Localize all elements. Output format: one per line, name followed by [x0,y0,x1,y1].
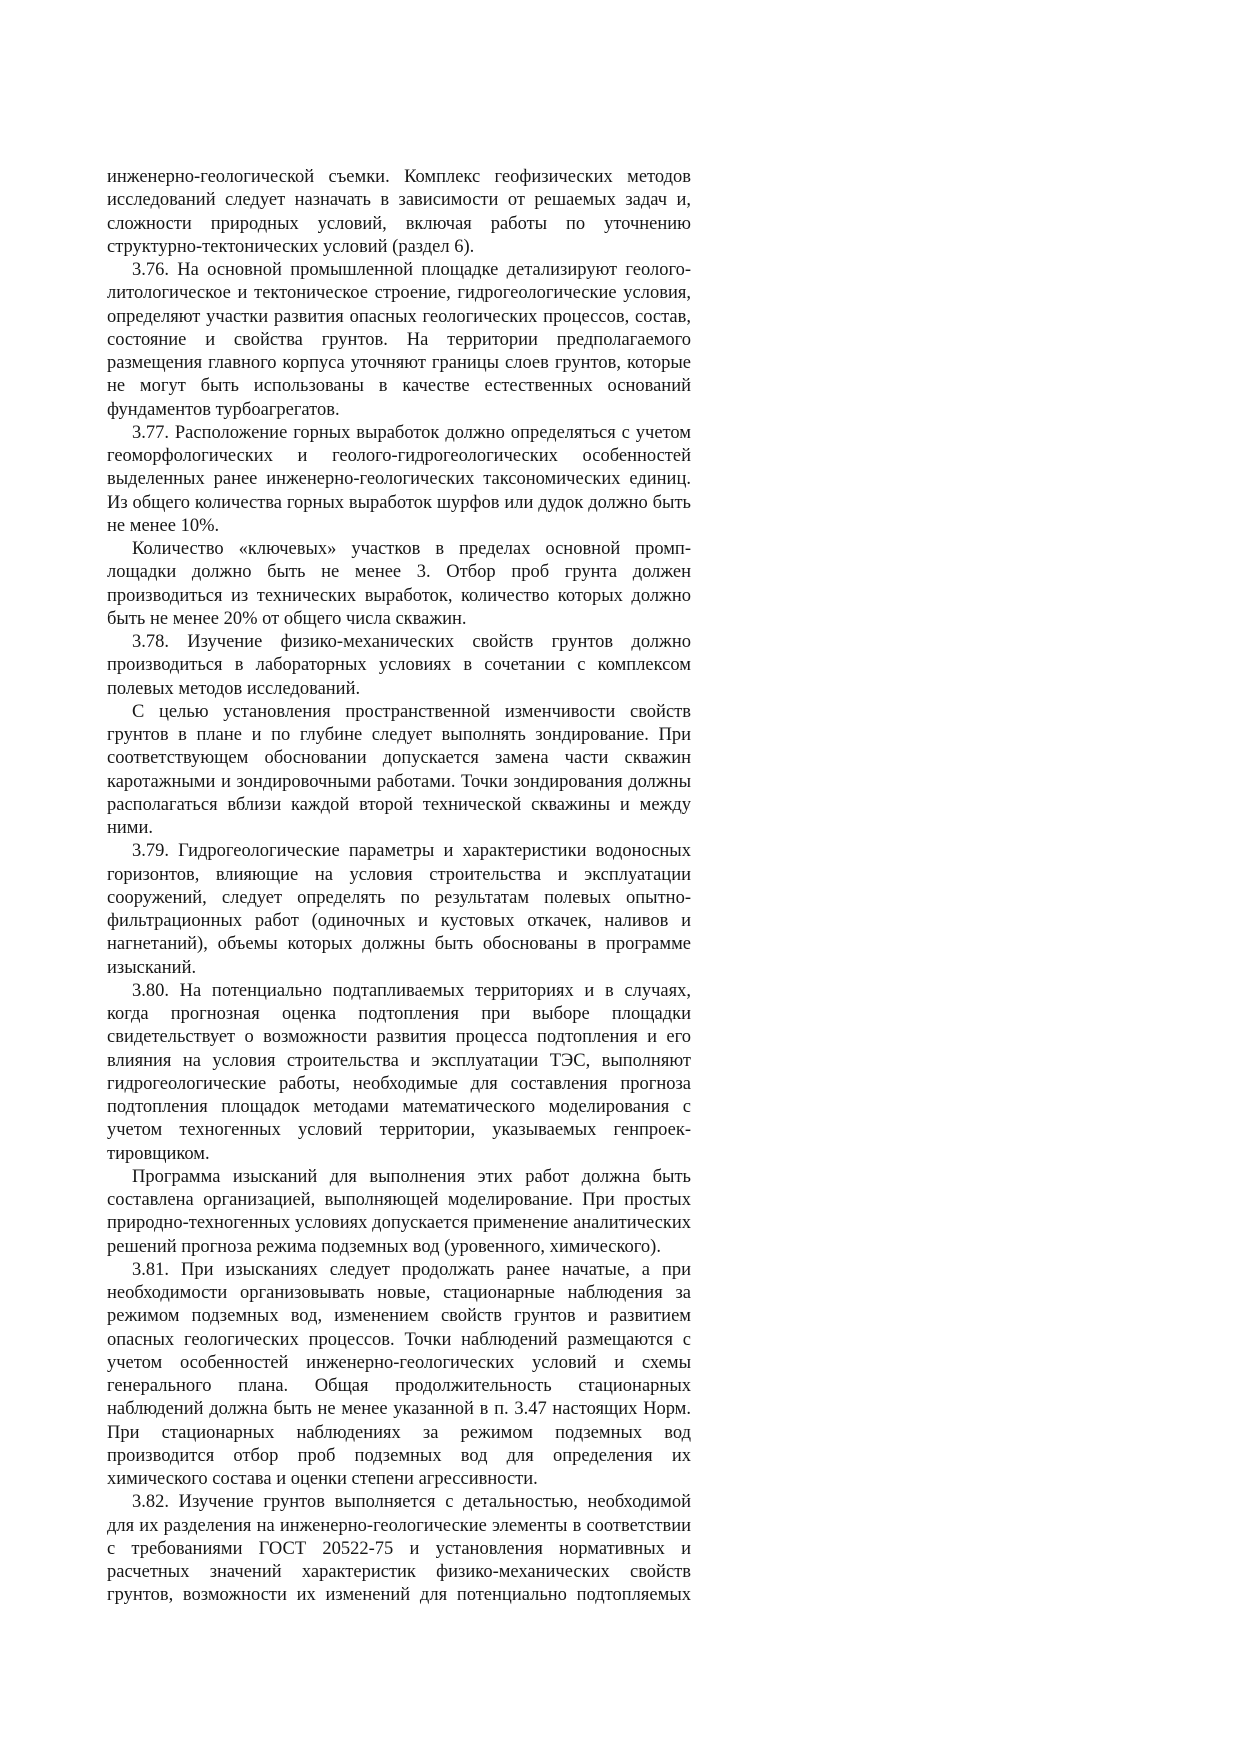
text-line: лощадки должно быть не менее 3. Отбор проб грунта должен [107,562,691,583]
text-line: химического состава и оценки степени агрессивности. [107,1469,538,1489]
text-line: влияния на условия строительства и эксплуатации ТЭС, выполняют [107,1050,691,1071]
text-line: свидетельствует о возможности развития процесса подтопления и его [107,1027,691,1048]
text-line: грунтов, возможности их изменений для потенциально подтопляемых [107,1585,691,1606]
paragraph [107,1491,691,1607]
text-line: нагнетаний), объемы которых должны быть обоснованы в программе [107,934,691,955]
text-line: наблюдений должна быть не менее указанной в п. 3.47 настоящих Норм. [107,1399,691,1420]
text-line: не менее 10%. [107,515,220,536]
text-line: производится отбор проб подземных вод для определения их [107,1445,691,1466]
text-line: размещения главного корпуса уточняют границы слоев грунтов, которые [107,353,691,373]
text-line: При стационарных наблюдениях за режимом подземных вод [107,1422,691,1443]
text-line: геоморфологических и геолого-гидрогеологических особенностей [107,446,691,466]
paragraph [107,422,691,538]
paragraph [107,631,691,701]
text-line: состояние и свойства грунтов. На территории предполагаемого [107,329,691,350]
text-line: сложности природных условий, включая работы по уточнению [107,213,691,234]
text-line: 3.76. На основной промышленной площадке детализируют геолого- [132,260,691,280]
text-line: полевых методов исследований. [107,678,361,699]
text-line: ними. [107,818,154,838]
text-line: исследований следует назначать в зависимости от решаемых задач и, [107,190,691,211]
text-line: горизонтов, влияющие на условия строительства и эксплуатации [107,864,691,885]
text-line: когда прогнозная оценка подтопления при выборе площадки [107,1004,691,1024]
paragraph [107,166,691,259]
text-line: решений прогноза режима подземных вод (уровенного, химического). [107,1236,661,1257]
text-line: расчетных значений характеристик физико-механических свойств [107,1562,691,1582]
text-line: определяют участки развития опасных геологических процессов, состав, [107,306,691,327]
text-line: грунтов в плане и по глубине следует выполнять зондирование. При [107,725,691,745]
text-line: 3.79. Гидрогеологические параметры и характеристики водоносных [132,841,691,862]
text-line: учетом особенностей инженерно-геологических условий и схемы [107,1352,691,1373]
text-line: производиться из технических выработок, количество которых должно [107,585,691,606]
text-line: 3.77. Расположение горных выработок должно определяться с учетом [132,422,691,443]
text-line: природно-техногенных условиях допускается применение аналитических [107,1213,691,1234]
text-line: опасных геологических процессов. Точки наблюдений размещаются с [107,1329,691,1350]
document-text [107,166,691,1608]
text-line: тировщиком. [107,1143,210,1164]
paragraph [107,259,691,422]
text-line: инженерно-геологической съемки. Комплекс геофизических методов [107,167,691,187]
text-line: располагаться вблизи каждой второй технической скважины и между [107,794,691,815]
text-line: Из общего количества горных выработок шурфов или дудок должно быть [107,492,691,513]
text-line: фильтрационных работ (одиночных и кустовых откачек, наливов и [107,911,691,931]
text-line: режимом подземных вод, изменением свойств грунтов и развитием [107,1306,691,1327]
text-line: 3.80. На потенциально подтапливаемых территориях и в случаях, [132,980,691,1001]
text-line: учетом техногенных условий территории, указываемых генпроек- [107,1120,691,1141]
text-line: соответствующем обосновании допускается замена части скважин [107,748,691,769]
paragraph [107,701,691,841]
text-line: генерального плана. Общая продолжительность стационарных [107,1376,691,1396]
paragraph [107,980,691,1166]
text-line: с требованиями ГОСТ 20522-75 и установления нормативных и [107,1538,691,1559]
text-line: подтопления площадок методами математического моделирования с [107,1097,691,1117]
text-line: Количество «ключевых» участков в пределах основной промп- [132,539,691,559]
text-line: С целью установления пространственной изменчивости свойств [132,701,691,722]
text-line: для их разделения на инженерно-геологические элементы в соответствии [107,1515,691,1536]
text-line: фундаментов турбоагрегатов. [107,399,340,420]
text-line: Программа изысканий для выполнения этих работ должна быть [132,1166,691,1187]
text-line: составлена организацией, выполняющей моделирование. При простых [107,1190,691,1210]
text-line: литологическое и тектоническое строение, гидрогеологические условия, [107,283,691,304]
paragraph [107,1166,691,1259]
text-line: быть не менее 20% от общего числа скважин. [107,608,467,629]
paragraph [107,1259,691,1492]
text-line: гидрогеологические работы, необходимые для составления прогноза [107,1073,691,1094]
text-line: выделенных ранее инженерно-геологических таксономических единиц. [107,469,691,490]
text-line: каротажными и зондировочными работами. Точки зондирования должны [107,771,691,792]
text-line: сооружений, следует определять по результатам полевых опытно- [107,887,691,908]
text-line: не могут быть использованы в качестве естественных оснований [107,376,691,397]
text-line: изысканий. [107,957,197,978]
text-line: производиться в лабораторных условиях в сочетании с комплексом [107,655,691,676]
paragraph [107,840,691,980]
text-line: необходимости организовывать новые, стационарные наблюдения за [107,1283,691,1303]
text-line: 3.81. При изысканиях следует продолжать ранее начатые, а при [132,1259,691,1280]
paragraph [107,538,691,631]
text-line: 3.82. Изучение грунтов выполняется с детальностью, необходимой [132,1492,691,1513]
text-line: 3.78. Изучение физико-механических свойств грунтов должно [132,632,691,652]
text-line: структурно-тектонических условий (раздел 6). [107,236,475,257]
